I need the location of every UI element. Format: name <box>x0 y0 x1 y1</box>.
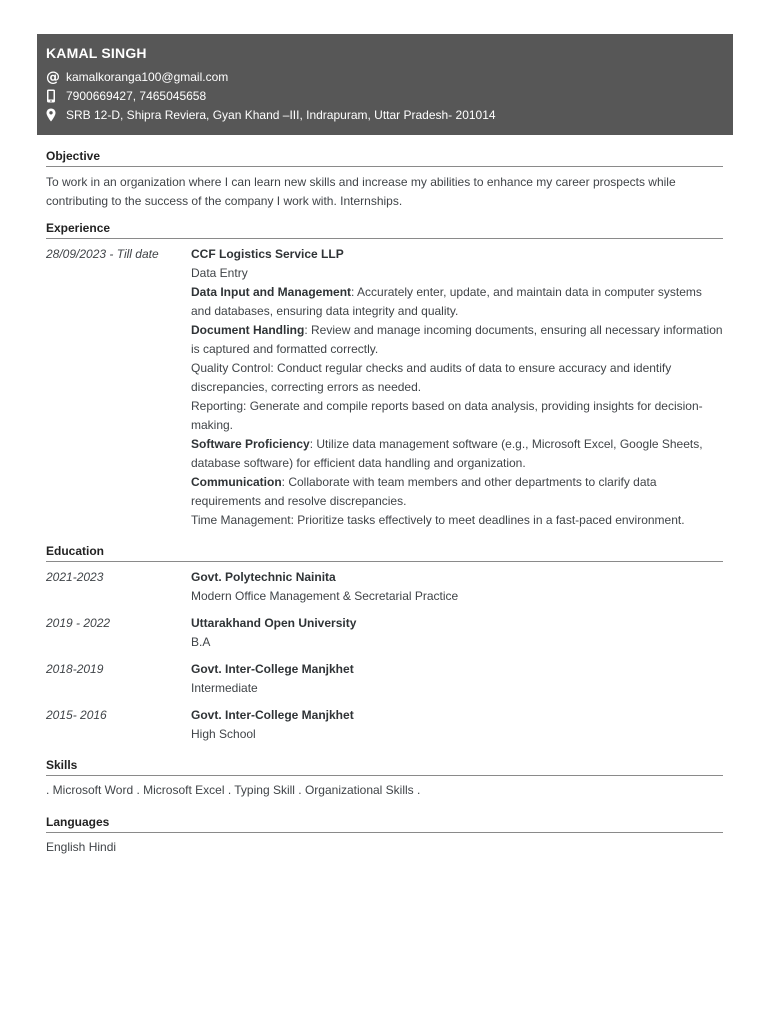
duty-label: Communication <box>191 475 282 489</box>
email-row <box>46 67 733 86</box>
map-pin-icon <box>46 108 66 122</box>
duty-text: : Accurately enter, update, and maintain data in computer systems and databases, ensuring data integrity and quality. <box>191 285 702 318</box>
languages-text: English Hindi <box>46 840 117 854</box>
duty-text: : Utilize data management software (e.g., Microsoft Excel, Google Sheets, database software) for efficient data handling and organization. <box>191 437 703 470</box>
mobile-phone-icon <box>46 89 66 103</box>
duty-text: : Review and manage incoming documents, ensuring all necessary information is captured and formatted correctly. <box>191 323 723 356</box>
at-sign-icon <box>46 70 66 84</box>
languages-section <box>46 813 723 857</box>
education-details <box>191 706 723 744</box>
experience-date: 28/09/2023 - Till date <box>46 247 159 261</box>
experience-heading: Experience <box>46 219 723 239</box>
duty-text: : Collaborate with team members and other departments to clarify data requirements and resolve discrepancies. <box>191 475 657 508</box>
education-program: Modern Office Management & Secretarial Practice <box>191 589 459 603</box>
education-program: B.A <box>191 635 211 649</box>
education-date: 2018-2019 <box>46 662 104 676</box>
duty-label: Document Handling <box>191 323 305 337</box>
objective-text: To work in an organization where I can learn new skills and increase my abilities to enhance my career prospects while contributing to the success of the company I work with. Internships. <box>46 175 676 208</box>
languages-heading: Languages <box>46 813 723 833</box>
education-institution: Uttarakhand Open University <box>191 616 357 630</box>
education-program: Intermediate <box>191 681 258 695</box>
resume-body <box>46 147 723 870</box>
address-row <box>46 105 733 124</box>
education-entry <box>46 660 723 698</box>
candidate-name: KAMAL SINGH <box>46 45 147 61</box>
education-section <box>46 542 723 744</box>
experience-details <box>191 245 723 530</box>
skills-section <box>46 756 723 800</box>
duty-text: Reporting: Generate and compile reports based on data analysis, providing insights for decision-making. <box>191 399 703 432</box>
education-institution: Govt. Polytechnic Nainita <box>191 570 336 584</box>
education-entry <box>46 614 723 652</box>
duty-item <box>191 435 723 473</box>
duty-item <box>191 283 723 321</box>
education-entry <box>46 706 723 744</box>
duty-item <box>191 473 723 511</box>
education-details <box>191 614 723 652</box>
education-details <box>191 660 723 698</box>
skills-heading: Skills <box>46 756 723 776</box>
phone-text: 7900669427, 7465045658 <box>66 88 207 103</box>
education-date: 2021-2023 <box>46 570 104 584</box>
address-text: SRB 12-D, Shipra Reviera, Gyan Khand –III, Indrapuram, Uttar Pradesh- 201014 <box>66 107 496 122</box>
education-entry <box>46 568 723 606</box>
education-institution: Govt. Inter-College Manjkhet <box>191 708 354 722</box>
duty-item <box>191 321 723 359</box>
duty-item <box>191 359 723 397</box>
skills-text: . Microsoft Word . Microsoft Excel . Typing Skill . Organizational Skills . <box>46 783 421 797</box>
phone-row <box>46 86 733 105</box>
experience-entry <box>46 245 723 530</box>
email-text: kamalkoranga100@gmail.com <box>66 69 229 84</box>
objective-section <box>46 147 723 211</box>
experience-company: CCF Logistics Service LLP <box>191 247 344 261</box>
objective-heading: Objective <box>46 147 723 167</box>
experience-role: Data Entry <box>191 266 248 280</box>
education-details <box>191 568 723 606</box>
education-date: 2019 - 2022 <box>46 616 111 630</box>
svg-text:@: @ <box>46 69 60 84</box>
duty-label: Software Proficiency <box>191 437 310 451</box>
education-date: 2015- 2016 <box>46 708 107 722</box>
education-heading: Education <box>46 542 723 562</box>
resume-header <box>37 34 733 135</box>
education-program: High School <box>191 727 256 741</box>
duty-text: Quality Control: Conduct regular checks and audits of data to ensure accuracy and identify discrepancies, correcting errors as needed. <box>191 361 672 394</box>
duty-text: Time Management: Prioritize tasks effectively to meet deadlines in a fast-paced environment. <box>191 513 685 527</box>
duty-item <box>191 511 723 530</box>
education-institution: Govt. Inter-College Manjkhet <box>191 662 354 676</box>
duty-item <box>191 397 723 435</box>
experience-section <box>46 219 723 530</box>
duty-label: Data Input and Management <box>191 285 352 299</box>
